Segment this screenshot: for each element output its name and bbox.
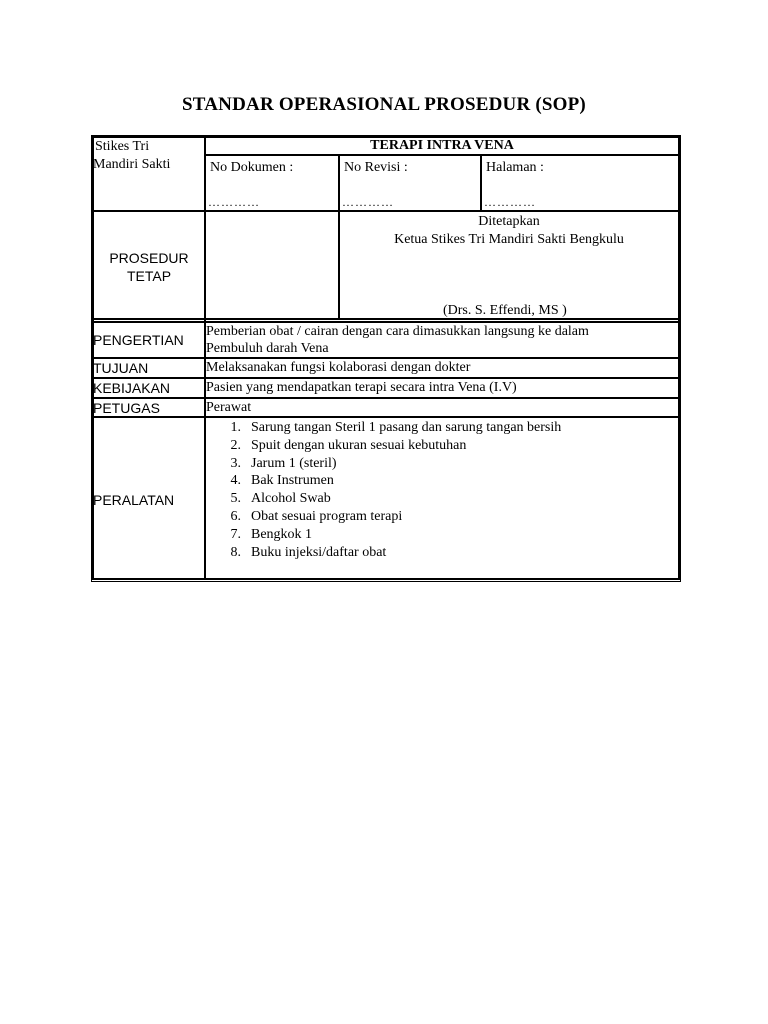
- procedure-type-line2: TETAP: [126, 268, 172, 284]
- list-item-text: Sarung tangan Steril 1 pasang dan sarung tangan bersih: [251, 420, 562, 435]
- institution-name-line1: Stikes Tri: [95, 139, 150, 154]
- approval-label: Ditetapkan: [478, 214, 540, 229]
- document-title: STANDAR OPERASIONAL PROSEDUR (SOP): [182, 94, 586, 115]
- petugas-label: PETUGAS: [93, 400, 160, 416]
- pengertian-text-line1: Pemberian obat / cairan dengan cara dimasukkan langsung ke dalam: [206, 324, 589, 339]
- approver-title: Ketua Stikes Tri Mandiri Sakti Bengkulu: [394, 232, 624, 247]
- list-item-text: Alcohol Swab: [251, 491, 331, 507]
- list-item-text: Bengkok 1: [251, 526, 313, 542]
- list-item-number: 6.: [230, 508, 241, 524]
- list-item-text: Bak Instrumen: [251, 473, 334, 489]
- kebijakan-label: KEBIJAKAN: [93, 380, 171, 396]
- peralatan-list: [211, 419, 561, 561]
- header-block-bottom: [92, 318, 680, 320]
- list-item-number: 1.: [230, 420, 241, 435]
- info-row-divider: [92, 210, 680, 212]
- petugas-row-bottom: [92, 416, 680, 418]
- table-bottom-border: [92, 578, 680, 580]
- list-item: [211, 419, 561, 437]
- list-item-number: 3.: [230, 455, 241, 471]
- list-item-number: 4.: [230, 473, 241, 489]
- list-item: [211, 544, 561, 562]
- pengertian-label: PENGERTIAN: [93, 332, 184, 348]
- approver-name: (Drs. S. Effendi, MS ): [443, 303, 567, 318]
- list-item: [211, 490, 561, 508]
- institution-name-line2: Mandiri Sakti: [93, 157, 171, 172]
- list-item-number: 7.: [230, 526, 241, 542]
- revision-value: …………: [342, 195, 394, 209]
- revision-label: No Revisi :: [344, 160, 408, 175]
- list-item-text: Obat sesuai program terapi: [251, 508, 403, 524]
- procedure-title: TERAPI INTRA VENA: [370, 138, 514, 153]
- doc-number-label: No Dokumen :: [210, 160, 294, 175]
- tujuan-label: TUJUAN: [93, 360, 149, 376]
- list-item: [211, 437, 561, 455]
- list-item-text: Spuit dengan ukuran sesuai kebutuhan: [251, 437, 467, 453]
- list-item-number: 8.: [230, 544, 241, 560]
- pengertian-text-line2: Pembuluh darah Vena: [206, 341, 329, 356]
- kebijakan-row-bottom: [92, 397, 680, 399]
- list-item-text: Jarum 1 (steril): [251, 455, 337, 471]
- list-item-number: 5.: [230, 491, 241, 507]
- peralatan-label: PERALATAN: [93, 492, 175, 508]
- procedure-type-line1: PROSEDUR: [109, 250, 189, 266]
- doc-number-value: …………: [208, 195, 260, 209]
- list-item: [211, 472, 561, 490]
- list-item-number: 2.: [230, 437, 241, 453]
- page-label: Halaman :: [486, 160, 544, 175]
- page-value: …………: [484, 195, 536, 209]
- list-item: [211, 455, 561, 473]
- tujuan-text: Melaksanakan fungsi kolaborasi dengan dokter: [206, 360, 471, 375]
- petugas-text: Perawat: [206, 400, 252, 415]
- kebijakan-text: Pasien yang mendapatkan terapi secara intra Vena (I.V): [206, 380, 517, 395]
- list-item: [211, 526, 561, 544]
- list-item-text: Buku injeksi/daftar obat: [251, 544, 387, 560]
- list-item: [211, 508, 561, 526]
- revision-page-divider: [480, 154, 482, 211]
